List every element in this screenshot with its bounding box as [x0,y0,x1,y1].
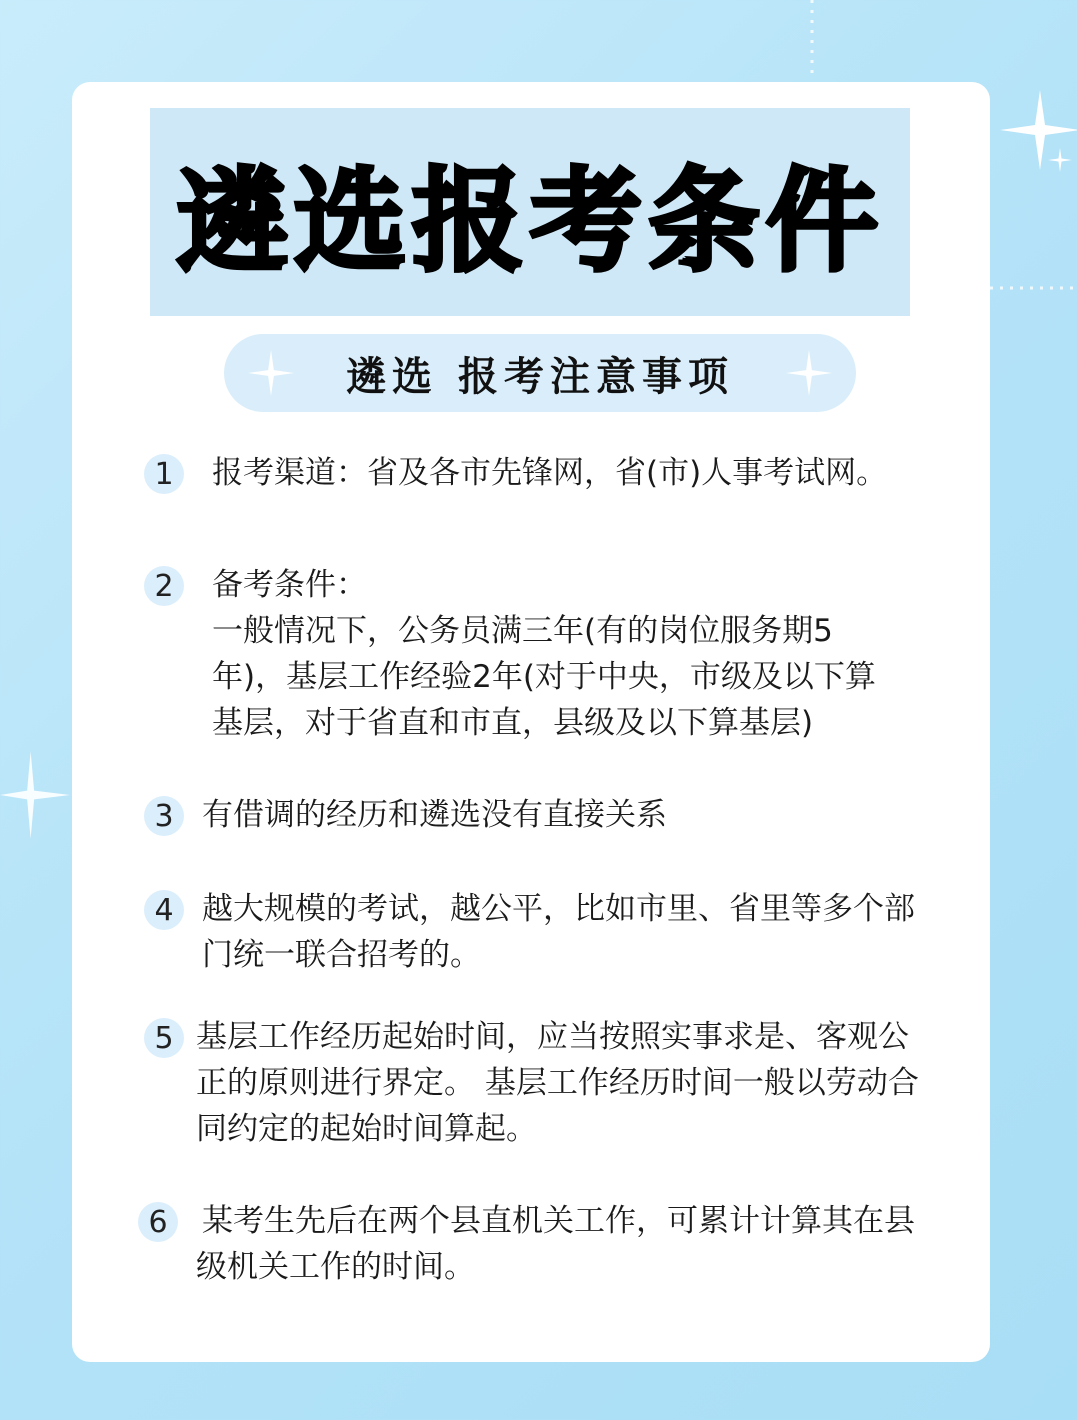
item-text: 年)，基层工作经验2年(对于中央，市级及以下算 [212,659,876,695]
item-number-badge: 6 [138,1202,178,1242]
item-text: 一般情况下，公务员满三年(有的岗位服务期5 [212,613,833,649]
item-text: 某考生先后在两个县直机关工作，可累计计算其在县 [202,1203,915,1239]
item-text: 报考渠道：省及各市先锋网，省(市)人事考试网。 [212,455,888,491]
item-number-badge: 2 [144,566,184,606]
item-number-badge: 3 [144,796,184,836]
content-card [72,82,990,1362]
subtitle: 遴选 报考注意事项 [346,353,734,400]
subtitle-pill [224,334,856,412]
sparkle-icon [786,350,832,396]
item-text: 基层工作经历起始时间，应当按照实事求是、客观公 [196,1019,909,1055]
item-number-badge: 1 [144,454,184,494]
page-title: 遴选报考条件 [176,156,884,287]
sparkle-icon [1048,148,1072,172]
item-number-badge: 5 [144,1018,184,1058]
item-text: 有借调的经历和遴选没有直接关系 [202,797,667,833]
item-text: 正的原则进行界定。 基层工作经历时间一般以劳动合 [196,1065,919,1101]
title-box [150,108,910,316]
item-text: 备考条件： [212,567,367,603]
item-text: 级机关工作的时间。 [196,1249,475,1285]
sparkle-icon [0,750,70,840]
item-text: 门统一联合招考的。 [202,937,481,973]
item-number-badge: 4 [144,890,184,930]
item-text: 同约定的起始时间算起。 [196,1111,537,1147]
item-text: 越大规模的考试，越公平，比如市里、省里等多个部 [202,891,915,927]
item-text: 基层，对于省直和市直，县级及以下算基层) [212,705,814,741]
